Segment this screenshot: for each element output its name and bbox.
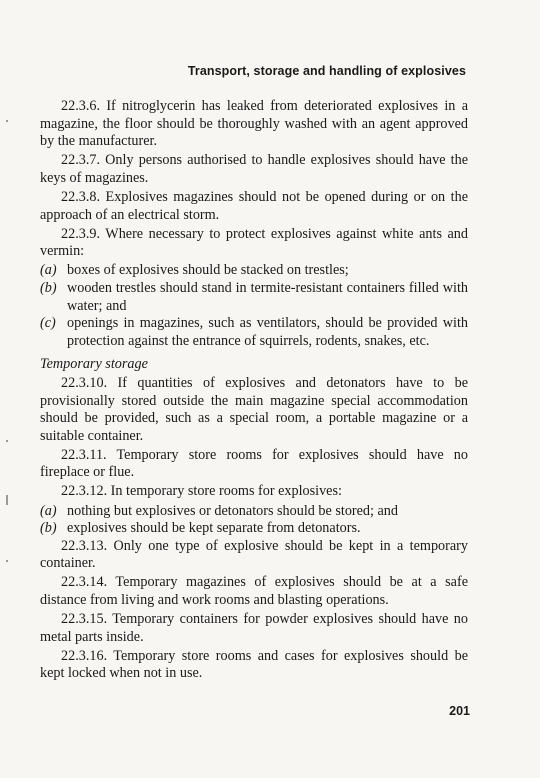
- paragraph-22-3-14: 22.3.14. Temporary magazines of explosives should be at a safe distance from living and work rooms and blasting operations.: [40, 574, 468, 609]
- running-header: Transport, storage and handling of explosives: [187, 64, 466, 78]
- paragraph-22-3-11: 22.3.11. Temporary store rooms for explosives should have no fireplace or flue.: [40, 446, 468, 481]
- paragraph-22-3-16: 22.3.16. Temporary store rooms and cases for explosives should be kept locked when not in use.: [40, 647, 468, 682]
- list-item-text: nothing but explosives or detonators should be stored; and: [67, 502, 398, 519]
- list-item-text: wooden trestles should stand in termite-resistant containers filled with water; and: [67, 279, 468, 314]
- list-item: [40, 262, 468, 280]
- section-subheading: Temporary storage: [40, 356, 148, 373]
- list-item-text: explosives should be kept separate from detonators.: [67, 520, 361, 537]
- scan-mark: [6, 560, 8, 562]
- list-item: [40, 520, 468, 538]
- scan-mark: [6, 440, 8, 442]
- list-item-text: boxes of explosives should be stacked on trestles;: [67, 262, 349, 279]
- paragraph-22-3-7: 22.3.7. Only persons authorised to handle explosives should have the keys of magazines.: [40, 152, 468, 186]
- list-marker: (b): [40, 520, 57, 537]
- list-item-text: openings in magazines, such as ventilators, should be provided with protection against the entrance of squirrels, rodents, snakes, etc.: [67, 315, 468, 349]
- paragraph-22-3-15: 22.3.15. Temporary containers for powder explosives should have no metal parts inside.: [40, 611, 468, 645]
- paragraph-22-3-8: 22.3.8. Explosives magazines should not be opened during or on the approach of an electrical storm.: [40, 188, 468, 223]
- list-item: [40, 280, 468, 315]
- list-marker: (a): [40, 262, 57, 279]
- paragraph-22-3-10: 22.3.10. If quantities of explosives and detonators have to be provisionally stored outside the main magazine special accommodation should be provided, such as a special room, a portable magazine or a suitable container.: [40, 374, 468, 444]
- page-body: [40, 98, 468, 685]
- list-marker: (a): [40, 502, 57, 519]
- paragraph-22-3-6: 22.3.6. If nitroglycerin has leaked from deteriorated explosives in a magazine, the floor should be thoroughly washed with an agent approved by the manufacturer.: [40, 98, 468, 150]
- list-marker: (b): [40, 279, 57, 296]
- scan-mark: [6, 120, 8, 122]
- scan-mark: [6, 495, 8, 505]
- list-item: [40, 503, 468, 521]
- list-item: [40, 315, 468, 350]
- paragraph-22-3-9: 22.3.9. Where necessary to protect explosives against white ants and vermin:: [40, 225, 468, 260]
- page-number: 201: [449, 704, 470, 718]
- list-marker: (c): [40, 315, 56, 332]
- paragraph-22-3-12: 22.3.12. In temporary store rooms for explosives:: [61, 483, 342, 500]
- paragraph-22-3-13: 22.3.13. Only one type of explosive should be kept in a temporary container.: [40, 537, 468, 572]
